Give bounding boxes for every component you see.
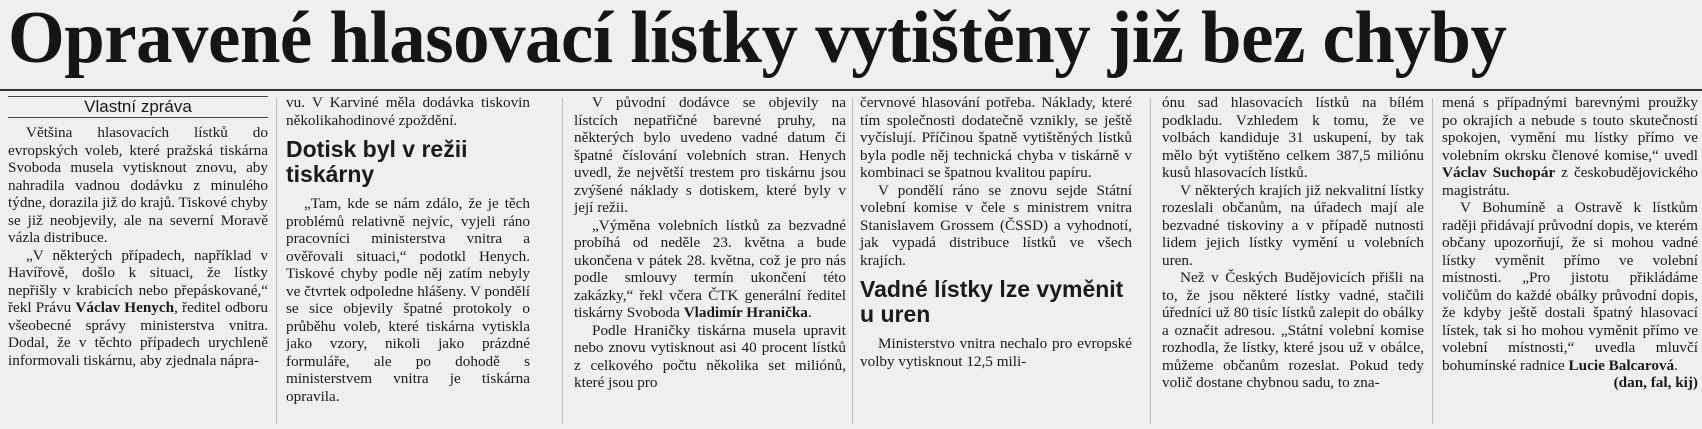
paragraph xyxy=(1442,94,1698,199)
text: . xyxy=(807,304,812,321)
paragraph: Než v Českých Budějovicích přišli na to, že jsou některé lístky vadné, stačili úředníci už 80 tisíc lístků zalepit do obálky a označit adresou. „Státní volební komise rozhodla, že lístky, které jsou už v obálce, můžeme občanům rozeslat. Pokud tedy volič dostane chybnou sadu, to zna- xyxy=(1162,269,1424,391)
text: , ředitel odboru všeobecné správy ministerstva vnitra. Dodal, že v těchto případech urychleně informovali tiskárnu, aby zjednala nápra- xyxy=(8,299,269,369)
column-divider xyxy=(562,98,563,424)
text: „Výměna volebních lístků za bezvadné probíhá od neděle 23. května a bude ukončena v pátek 28. května, což je pro nás podle smlouvy termín ukončení této zakázky,“ řekl včera ČTK generální ředitel tiskárny Svoboda xyxy=(574,216,846,321)
author-signature: (dan, fal, kij) xyxy=(1613,374,1698,391)
column-5 xyxy=(1162,94,1424,392)
text: „V některých případech, například v Havířově, došlo k situaci, že lístky nepřišly v krabicích nebo přepáskované,“ řekl Právu xyxy=(8,246,268,316)
paragraph xyxy=(574,217,846,322)
person-name: Václav Suchopár xyxy=(1442,164,1556,181)
headline: Opravené hlasovací lístky vytištěny již bez chyby xyxy=(8,0,1507,79)
subheading: Dotisk byl v režii tiskárny xyxy=(286,136,468,187)
column-divider xyxy=(1150,98,1151,424)
column-3 xyxy=(574,94,846,392)
text: V Bohumíně a Ostravě k lístkům raději přidávají průvodní dopis, ve kterém občany upozorňují, že si mohou vadné lístky vyměnit přímo ve volební místnosti. „Pro jistotu přikládáme voličům do každé obálky průvodní dopis, že kdyby ještě dostali špatný hlasovací lístek, tak si ho mohou vyměnit přímo ve volební místnosti,“ uvedla mluvčí bohumínské radnice xyxy=(1442,199,1698,374)
paragraph: Podle Hraničky tiskárna musela upravit nebo znovu vytisknout asi 40 procent lístků z celkového počtu několika set miliónů, které jsou pro xyxy=(574,321,846,391)
headline-rule xyxy=(0,89,1702,91)
column-divider xyxy=(1432,98,1433,424)
paragraph: V některých krajích již nekvalitní lístky rozeslali občanům, na úřadech mají ale bezvadné tiskoviny a v případě nutnosti lidem jejich lístky vymění u volebních uren. xyxy=(1162,181,1424,269)
column-1 xyxy=(8,94,268,369)
person-name: Vladimír Hranička xyxy=(683,304,808,321)
paragraph xyxy=(8,247,268,370)
text: z českobudějovického magistrátu. xyxy=(1442,164,1698,199)
text: mená s případnými barevnými proužky po okrajích a nebude s touto skutečností spokojen, vymění mu lístky přímo ve volebním okrsku členové komise,“ uvedl xyxy=(1442,94,1698,164)
paragraph: vu. V Karviné měla dodávka tiskovin několikahodinové zpoždění. xyxy=(286,94,530,129)
column-2 xyxy=(286,94,530,405)
paragraph: červnové hlasování potřeba. Náklady, které tím společnosti dodatečně vznikly, se ještě vyčíslují. Příčinou špatně vytištěných lístků byla podle něj technická chyba v tiskárně v kombinaci se špatnou kvalitou papíru. xyxy=(860,94,1132,181)
column-4 xyxy=(860,94,1132,370)
paragraph: Většina hlasovacích lístků do evropských voleb, které pražská tiskárna Svoboda musela vytisknout znovu, aby nahradila vadnou dodávku z minulého týdne, dorazila již do krajů. Tiskové chyby se již neobjevily, ale na severní Moravě vázla distribuce. xyxy=(8,124,268,246)
column-divider xyxy=(852,98,853,424)
column-divider xyxy=(276,98,277,424)
paragraph xyxy=(1442,199,1698,374)
paragraph: V pondělí ráno se znovu sejde Státní volební komise v čele s ministrem vnitra Stanislavem Grossem (ČSSD) a vyhodnotí, jak vypadá distribuce lístků ve všech krajích. xyxy=(860,181,1132,269)
paragraph: „Tam, kde se nám zdálo, že je těch problémů relativně nejvíc, vyjeli ráno pracovníci ministerstva vnitra a ověřovali situaci,“ podotkl Henych. Tiskové chyby podle něj zatím nebyly ve čtvrtek odpoledne hlášeny. V pondělí se sice objevily špatné protokoly o průběhu voleb, které tiskárna vytiskla jako vzory, nikoli jako prázdné formuláře, ale po dohodě s ministerstvem vnitra je tiskárna opravila. xyxy=(286,195,530,405)
person-name: Václav Henych xyxy=(75,299,175,316)
person-name: Lucie Balcarová xyxy=(1568,356,1675,374)
paragraph: ónu sad hlasovacích lístků na bílém podkladu. Vzhledem k tomu, že ve volbách kandiduje 31 uskupení, by tak mělo být vytištěno celkem 387,5 miliónu kusů hlasovacích lístků. xyxy=(1162,94,1424,181)
kicker: Vlastní zpráva xyxy=(8,96,268,118)
subheading: Vadné lístky lze vyměnit u uren xyxy=(860,276,1124,327)
paragraph: Ministerstvo vnitra nechalo pro evropské volby vytisknout 12,5 mili- xyxy=(860,335,1132,370)
text: . xyxy=(1674,356,1678,374)
paragraph: V původní dodávce se objevily na lístcích nepatřičné barevné pruhy, na některých bylo uvedeno vadné datum či špatné číslování volebních stran. Henych uvedl, že největší trestem pro tiskárnu jsou zvýšené náklady s dotiskem, které byly v její režii. xyxy=(574,94,846,216)
column-6 xyxy=(1442,94,1698,392)
